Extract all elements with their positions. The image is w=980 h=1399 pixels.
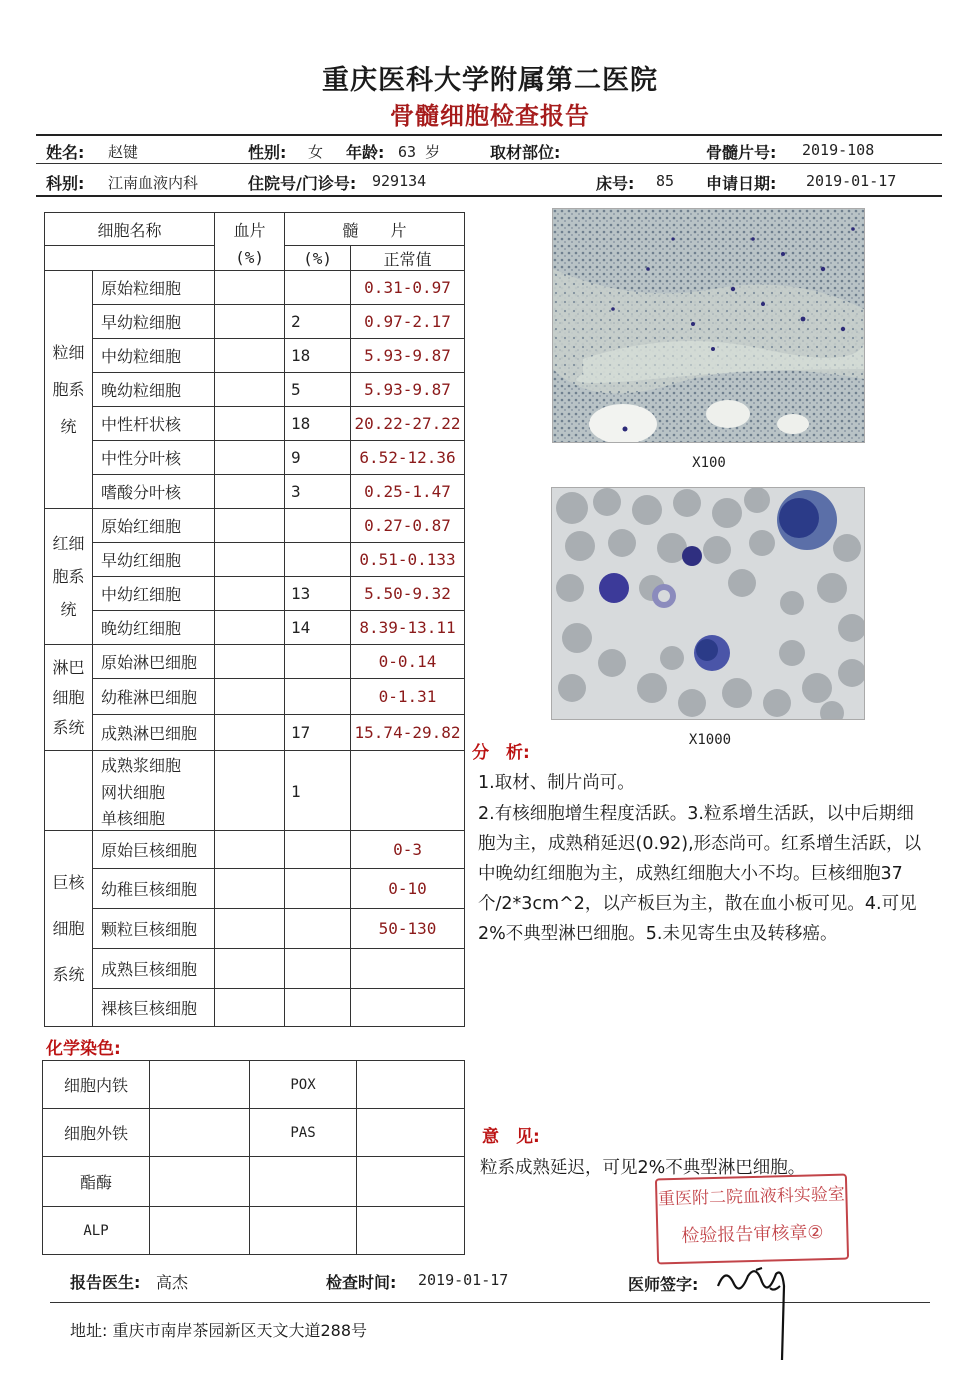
blood-value — [215, 778, 285, 805]
stain-item: POX — [250, 1061, 357, 1109]
blood-value — [215, 805, 285, 831]
stain-item: 细胞外铁 — [43, 1109, 150, 1157]
stain-result — [150, 1061, 250, 1109]
cell-name: 中性杆状核 — [93, 407, 215, 441]
blood-value — [215, 831, 285, 869]
header-bottom-rule — [36, 195, 942, 197]
normal-range: 0.97-2.17 — [351, 305, 465, 339]
cell-name: 幼稚巨核细胞 — [93, 869, 215, 909]
cell-name: 晚幼红细胞 — [93, 611, 215, 645]
patient-age: 63 岁 — [398, 143, 441, 161]
normal-range — [351, 989, 465, 1027]
group-label-misc — [45, 751, 93, 831]
normal-range: 0-3 — [351, 831, 465, 869]
normal-range — [351, 949, 465, 989]
blood-value — [215, 339, 285, 373]
check-time: 2019-01-17 — [418, 1271, 509, 1289]
cell-name: 嗜酸分叶核 — [93, 475, 215, 509]
blood-value — [215, 751, 285, 778]
review-stamp — [655, 1174, 849, 1265]
site-label: 取材部位: — [490, 143, 561, 162]
stain-result — [357, 1061, 465, 1109]
blood-value — [215, 949, 285, 989]
stain-result — [150, 1207, 250, 1255]
bed-number: 85 — [656, 172, 675, 190]
cell-name: 早幼粒细胞 — [93, 305, 215, 339]
analysis-line: 1.取材、制片尚可。 — [478, 773, 635, 793]
normal-range: 0.25-1.47 — [351, 475, 465, 509]
marrow-number: 2019-108 — [802, 141, 875, 159]
blood-value — [215, 441, 285, 475]
cell-name: 原始红细胞 — [93, 509, 215, 543]
group-label-erythroid: 红细胞系统 — [45, 509, 93, 645]
stamp-line1: 重医附二院血液科实验室 — [657, 1184, 846, 1210]
cell-count-table — [44, 212, 465, 1027]
marrow-value: 9 — [285, 441, 351, 475]
stain-item: PAS — [250, 1109, 357, 1157]
header-normal: 正常值 — [351, 246, 465, 271]
stain-result — [150, 1109, 250, 1157]
cell-name: 成熟浆细胞 — [93, 751, 215, 778]
normal-range — [351, 778, 465, 805]
cell-name: 幼稚淋巴细胞 — [93, 679, 215, 715]
cell-name: 中性分叶核 — [93, 441, 215, 475]
marrow-value: 17 — [285, 715, 351, 751]
normal-range: 8.39-13.11 — [351, 611, 465, 645]
marrow-value: 14 — [285, 611, 351, 645]
stain-result — [150, 1157, 250, 1207]
normal-range: 0.51-0.133 — [351, 543, 465, 577]
blood-value — [215, 715, 285, 751]
cell-name: 原始巨核细胞 — [93, 831, 215, 869]
unit-marrow: (%) — [285, 246, 351, 271]
cell-name: 中幼粒细胞 — [93, 339, 215, 373]
marrow-value — [285, 805, 351, 831]
blood-value — [215, 577, 285, 611]
stain-item: 酯酶 — [43, 1157, 150, 1207]
stain-item — [250, 1157, 357, 1207]
marrow-value — [285, 949, 351, 989]
blood-value — [215, 869, 285, 909]
header-blank — [45, 246, 215, 271]
blood-value — [215, 475, 285, 509]
normal-range: 15.74-29.82 — [351, 715, 465, 751]
inpatient-number: 929134 — [372, 172, 427, 190]
blood-value — [215, 645, 285, 679]
unit-blood: (%) — [215, 246, 285, 271]
opinion-title: 意 见: — [482, 1127, 540, 1147]
report-title: 骨髓细胞检查报告 — [390, 102, 590, 130]
patient-sex: 女 — [308, 143, 324, 161]
apply-date-label: 申请日期: — [706, 174, 777, 193]
marrow-value — [285, 509, 351, 543]
normal-range: 5.93-9.87 — [351, 339, 465, 373]
normal-range — [351, 805, 465, 831]
analysis-title: 分 析: — [472, 743, 530, 763]
cell-name: 网状细胞 — [93, 778, 215, 805]
bed-label: 床号: — [596, 174, 635, 193]
normal-range: 20.22-27.22 — [351, 407, 465, 441]
doctor-signature-icon — [712, 1256, 832, 1366]
marrow-value — [285, 543, 351, 577]
analysis-line: 2.有核细胞增生程度活跃。3.粒系增生活跃，以中后期细胞为主，成熟稍延迟(0.92),形态尚可。红系增生活跃，以中晚幼红细胞为主，成熟红细胞大小不均。巨核细胞37个/2*3cm^2，以产板巨为主，散在血小板可见。4.可见2%不典型淋巴细胞。5.未见寄生虫及转移癌。 — [478, 804, 922, 944]
dept-label: 科别: — [46, 174, 85, 193]
normal-range: 6.52-12.36 — [351, 441, 465, 475]
blood-value — [215, 909, 285, 949]
stain-result — [357, 1109, 465, 1157]
marrow-value — [285, 751, 351, 778]
marrow-value — [285, 645, 351, 679]
micrograph-x100 — [552, 208, 865, 443]
normal-range: 5.50-9.32 — [351, 577, 465, 611]
stain-result — [357, 1157, 465, 1207]
blood-value — [215, 989, 285, 1027]
marrow-value — [285, 831, 351, 869]
cell-name: 单核细胞 — [93, 805, 215, 831]
cell-name: 成熟淋巴细胞 — [93, 715, 215, 751]
x1000-label: X1000 — [688, 732, 732, 748]
cell-name: 颗粒巨核细胞 — [93, 909, 215, 949]
sign-label: 医师签字: — [628, 1275, 699, 1294]
stain-result — [357, 1207, 465, 1255]
patient-name: 赵键 — [108, 143, 139, 161]
age-label: 年龄: — [346, 143, 385, 162]
apply-date: 2019-01-17 — [806, 172, 897, 190]
blood-value — [215, 509, 285, 543]
group-label-lymphocyte: 淋巴细胞系统 — [45, 645, 93, 751]
marrow-value: 13 — [285, 577, 351, 611]
stain-item — [250, 1207, 357, 1255]
opinion-text: 粒系成熟延迟，可见2%不典型淋巴细胞。 — [480, 1158, 806, 1178]
header-marrow: 髓 片 — [285, 213, 465, 246]
group-label-megakaryocyte: 巨核细胞系统 — [45, 831, 93, 1027]
blood-value — [215, 305, 285, 339]
cell-name: 原始粒细胞 — [93, 271, 215, 305]
analysis-text — [478, 768, 923, 950]
sex-label: 性别: — [248, 143, 287, 162]
blood-value — [215, 679, 285, 715]
stain-item: 细胞内铁 — [43, 1061, 150, 1109]
micrograph-x1000 — [551, 487, 865, 720]
doctor-name: 高杰 — [156, 1273, 189, 1292]
normal-range: 5.93-9.87 — [351, 373, 465, 407]
blood-value — [215, 543, 285, 577]
address-line: 地址: 重庆市南岸茶园新区天文大道288号 — [70, 1321, 368, 1340]
marrow-no-label: 骨髓片号: — [706, 143, 777, 162]
cell-name: 晚幼粒细胞 — [93, 373, 215, 407]
smear-high-mag-image — [552, 488, 864, 719]
stain-table — [42, 1060, 465, 1255]
marrow-value — [285, 869, 351, 909]
marrow-value: 3 — [285, 475, 351, 509]
header-mid-rule — [36, 163, 942, 164]
stamp-line2: 检验报告审核章② — [681, 1222, 824, 1247]
x100-label: X100 — [692, 455, 726, 471]
marrow-value: 1 — [285, 778, 351, 805]
smear-low-mag-image — [553, 209, 864, 442]
cell-name: 原始淋巴细胞 — [93, 645, 215, 679]
marrow-value: 5 — [285, 373, 351, 407]
doctor-label: 报告医生: — [70, 1273, 141, 1292]
stain-item: ALP — [43, 1207, 150, 1255]
normal-range: 0.31-0.97 — [351, 271, 465, 305]
normal-range: 0-1.31 — [351, 679, 465, 715]
marrow-value: 18 — [285, 339, 351, 373]
normal-range — [351, 751, 465, 778]
department: 江南血液内科 — [108, 174, 199, 192]
group-label-granulocyte: 粒细胞系统 — [45, 271, 93, 509]
blood-value — [215, 611, 285, 645]
marrow-value: 2 — [285, 305, 351, 339]
marrow-value — [285, 271, 351, 305]
check-time-label: 检查时间: — [326, 1273, 397, 1292]
marrow-value: 18 — [285, 407, 351, 441]
normal-range: 0-10 — [351, 869, 465, 909]
stain-title: 化学染色: — [46, 1039, 121, 1059]
marrow-value — [285, 989, 351, 1027]
blood-value — [215, 407, 285, 441]
cell-name: 成熟巨核细胞 — [93, 949, 215, 989]
normal-range: 0.27-0.87 — [351, 509, 465, 543]
hospital-name: 重庆医科大学附属第二医院 — [322, 65, 658, 96]
name-label: 姓名: — [46, 143, 85, 162]
header-cell-name: 细胞名称 — [45, 213, 215, 246]
inpatient-label: 住院号/门诊号: — [248, 174, 357, 193]
cell-name: 裸核巨核细胞 — [93, 989, 215, 1027]
cell-name: 早幼红细胞 — [93, 543, 215, 577]
header-blood: 血片 — [215, 213, 285, 246]
cell-name: 中幼红细胞 — [93, 577, 215, 611]
normal-range: 0-0.14 — [351, 645, 465, 679]
blood-value — [215, 271, 285, 305]
normal-range: 50-130 — [351, 909, 465, 949]
marrow-value — [285, 909, 351, 949]
blood-value — [215, 373, 285, 407]
marrow-value — [285, 679, 351, 715]
header-top-rule — [36, 134, 942, 136]
